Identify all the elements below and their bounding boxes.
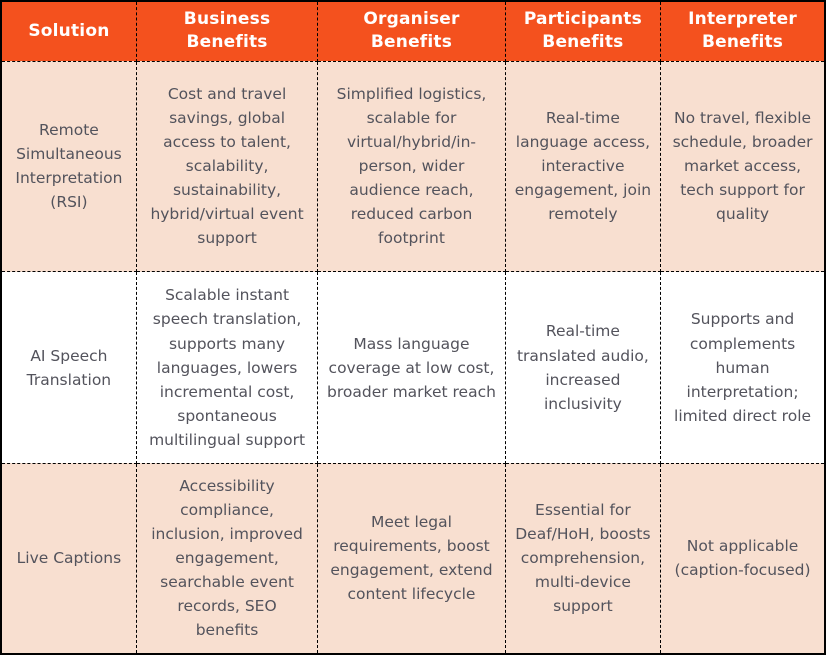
header-cell-participants-benefits: Participants Benefits bbox=[505, 1, 660, 61]
benefit-cell: Mass language coverage at low cost, broader market reach bbox=[318, 272, 505, 464]
table-row bbox=[1, 272, 825, 464]
table-body bbox=[1, 61, 825, 654]
benefit-cell: Not applicable (caption-focused) bbox=[661, 463, 825, 654]
table-row bbox=[1, 463, 825, 654]
solution-cell: Live Captions bbox=[1, 463, 136, 654]
benefit-cell: Real-time language access, interactive engagement, join remotely bbox=[505, 61, 660, 272]
solution-cell: AI Speech Translation bbox=[1, 272, 136, 464]
benefit-cell: Scalable instant speech translation, supports many languages, lowers incremental cost, spontaneous multilingual support bbox=[136, 272, 317, 464]
benefit-cell: Cost and travel savings, global access to talent, scalability, sustainability, hybrid/virtual event support bbox=[136, 61, 317, 272]
benefit-cell: Real-time translated audio, increased inclusivity bbox=[505, 272, 660, 464]
solution-cell: Remote Simultaneous Interpretation (RSI) bbox=[1, 61, 136, 272]
benefit-cell: Accessibility compliance, inclusion, improved engagement, searchable event records, SEO benefits bbox=[136, 463, 317, 654]
benefit-cell: Meet legal requirements, boost engagement, extend content lifecycle bbox=[318, 463, 505, 654]
benefit-cell: Essential for Deaf/HoH, boosts comprehension, multi-device support bbox=[505, 463, 660, 654]
table-header bbox=[1, 1, 825, 61]
header-cell-organiser-benefits: Organiser Benefits bbox=[318, 1, 505, 61]
header-cell-solution: Solution bbox=[1, 1, 136, 61]
header-cell-interpreter-benefits: Interpreter Benefits bbox=[661, 1, 825, 61]
benefit-cell: Supports and complements human interpretation; limited direct role bbox=[661, 272, 825, 464]
header-cell-business-benefits: Business Benefits bbox=[136, 1, 317, 61]
header-row bbox=[1, 1, 825, 61]
benefit-cell: Simplified logistics, scalable for virtual/hybrid/in-person, wider audience reach, reduced carbon footprint bbox=[318, 61, 505, 272]
benefit-cell: No travel, flexible schedule, broader market access, tech support for quality bbox=[661, 61, 825, 272]
table-row bbox=[1, 61, 825, 272]
